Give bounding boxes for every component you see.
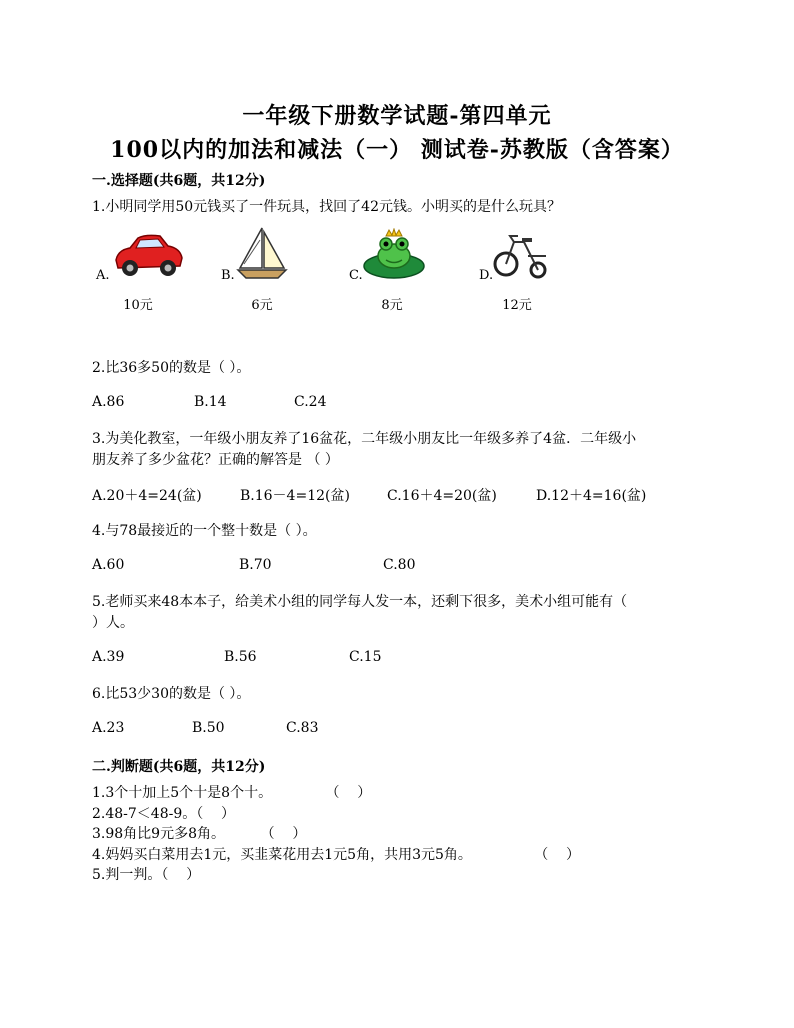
q5-option-b: B.56 [224, 649, 257, 665]
q4-option-b: B.70 [239, 557, 272, 573]
q3-option-c: C.16＋4=20(盆) [387, 488, 497, 504]
q6-option-c: C.83 [286, 720, 319, 736]
question-6-text: 6.比53少30的数是（ ）。 [92, 686, 251, 702]
q4-option-a: A.60 [92, 557, 125, 573]
q2-option-a: A.86 [92, 394, 125, 410]
q5-option-c: C.15 [349, 649, 382, 665]
q1-option-d-price: 12元 [502, 298, 532, 313]
title-line-2: 100以内的加法和减法（一） 测试卷-苏教版（含答案） [110, 137, 684, 163]
q1-option-b-letter: B. [221, 268, 235, 283]
q6-option-a: A.23 [92, 720, 125, 736]
q1-option-b-price: 6元 [251, 298, 273, 313]
q3-option-a: A.20＋4=24(盆) [92, 488, 202, 504]
judge-item-4: 4.妈妈买白菜用去1元，买韭菜花用去1元5角，共用3元5角。 （ ） [92, 847, 580, 863]
question-3-text-2: 朋友养了多少盆花？正确的解答是 （ ） [92, 452, 339, 468]
question-4-text: 4.与78最接近的一个整十数是（ ）。 [92, 523, 317, 539]
q1-option-a-letter: A. [96, 268, 110, 283]
title-line-1: 一年级下册数学试题-第四单元 [242, 103, 552, 129]
q2-option-b: B.14 [194, 394, 227, 410]
q3-option-b: B.16－4=12(盆) [240, 488, 350, 504]
sailboat-icon [234, 224, 290, 282]
frog-icon [362, 228, 426, 280]
question-1-text: 1.小明同学用50元钱买了一件玩具，找回了42元钱。小明买的是什么玩具？ [92, 199, 561, 215]
question-2-text: 2.比36多50的数是（ ）。 [92, 360, 251, 376]
judge-item-1: 1.3个十加上5个十是8个十。 （ ） [92, 785, 372, 801]
q2-option-c: C.24 [294, 394, 327, 410]
judge-item-3: 3.98角比9元多8角。 （ ） [92, 826, 307, 842]
q4-option-c: C.80 [383, 557, 416, 573]
judge-item-2: 2.48-7＜48-9。（ ） [92, 806, 236, 822]
q1-option-a-price: 10元 [123, 298, 153, 313]
judge-item-5: 5.判一判。（ ） [92, 867, 201, 883]
toy-car-icon [110, 228, 186, 280]
question-3-text-1: 3.为美化教室，一年级小朋友养了16盆花，二年级小朋友比一年级多养了4盆．二年级小 [92, 431, 637, 447]
q1-option-c-letter: C. [349, 268, 363, 283]
q1-option-c-price: 8元 [381, 298, 403, 313]
q1-option-d-letter: D. [479, 268, 494, 283]
q5-option-a: A.39 [92, 649, 125, 665]
section-1-heading: 一.选择题(共6题，共12分) [92, 173, 266, 189]
q3-option-d: D.12＋4=16(盆) [536, 488, 647, 504]
tricycle-icon [492, 232, 552, 280]
question-5-text-1: 5.老师买来48本本子，给美术小组的同学每人发一本，还剩下很多，美术小组可能有（ [92, 594, 628, 610]
q6-option-b: B.50 [192, 720, 225, 736]
section-2-heading: 二.判断题(共6题，共12分) [92, 759, 266, 775]
question-5-text-2: ）人。 [92, 615, 134, 631]
